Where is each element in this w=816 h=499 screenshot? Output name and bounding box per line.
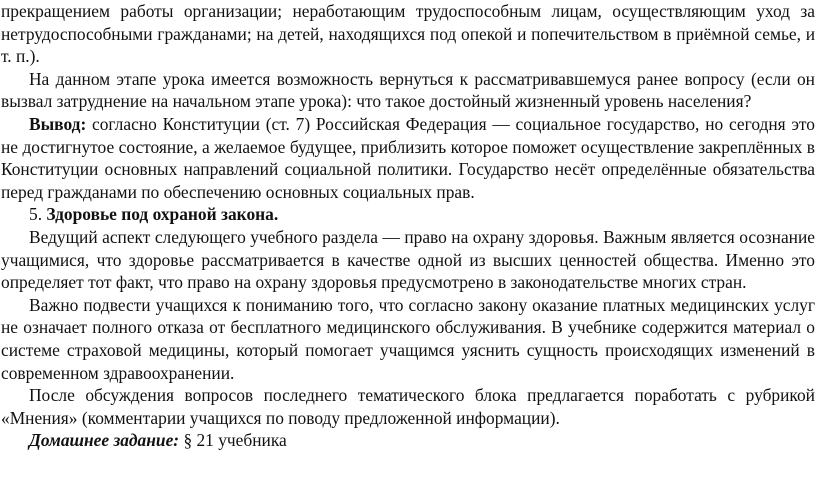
homework-line — [1, 429, 815, 452]
paragraph-living-standard: На данном этапе урока имеется возможность вернуться к рассматривавшемуся ранее вопросу (если он вызвал затруднение на начальном этапе урока): что такое достойный жизненный уровень населения? — [1, 68, 815, 112]
paragraph-opinions: После обсуждения вопросов последнего тематического блока предлагается поработать с рубрикой «Мнения» (комментарии учащихся по поводу предложенной информации). — [1, 385, 815, 428]
conclusion-text: согласно Конституции (ст. 7) Российская Федерация — социальное государство, но сегодня это не достигнутое состояние, а желаемое будущее, приблизить которое поможет осуществление закреплённых в Конституции основных направлений социальной политики. Государство несёт определённые обязательства перед гражданами по обеспечению основных социальных прав. — [1, 113, 815, 202]
conclusion-label: Вывод: — [29, 113, 87, 134]
homework-text: § 21 учебника — [179, 430, 287, 451]
section-number: 5. — [29, 204, 47, 225]
paragraph-conclusion — [1, 113, 815, 203]
homework-label: Домашнее задание: — [29, 430, 180, 451]
section-title: Здоровье под охраной закона. — [46, 204, 279, 225]
paragraph-continuation: прекращением работы организации; неработающим трудоспособным лицам, осуществляющим уход за нетрудоспособными гражданами; на детей, находящихся под опекой и попечительством в приёмной семье, и т. п.). — [1, 1, 815, 67]
paragraph-health-right: Ведущий аспект следующего учебного раздела — право на охрану здоровья. Важным является осознание учащимися, что здоровье рассматривается в качестве одной из высших ценностей общества. Именно это определяет тот факт, что право на охрану здоровья предусмотрено в законодательстве многих стран. — [1, 226, 815, 293]
section-heading — [1, 203, 815, 226]
paragraph-paid-services: Важно подвести учащихся к пониманию того, что согласно закону оказание платных медицинских услуг не означает полного отказа от бесплатного медицинского обслуживания. В учебнике содержится материал о системе страховой медицины, который помогает учащимся уяснить сущность происходящих изменений в современном здравоохранении. — [1, 294, 815, 383]
